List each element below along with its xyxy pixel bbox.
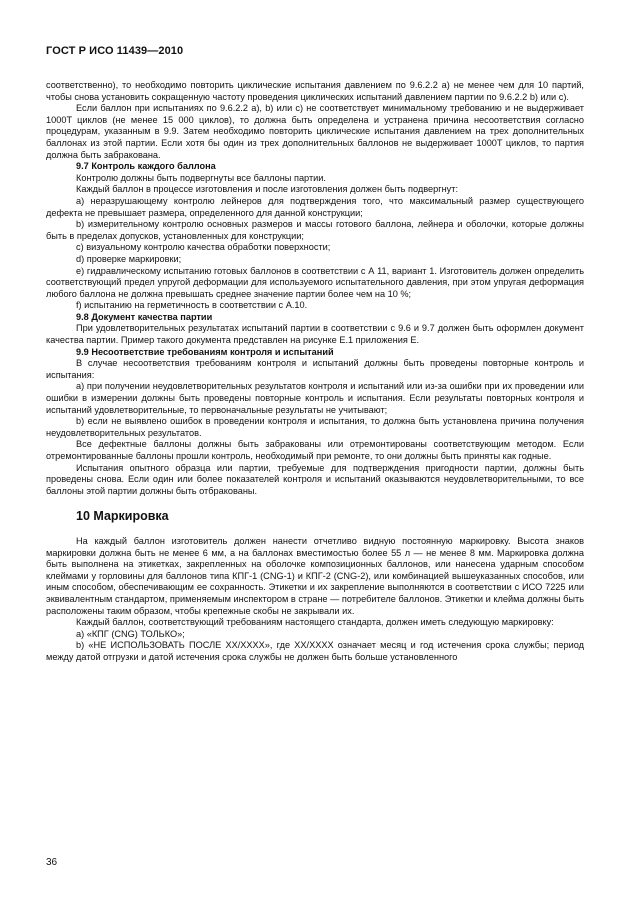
paragraph: Все дефектные баллоны должны быть забракованы или отремонтированы соответствующим методом. Если отремонтированные баллоны прошли контроль, необходимый при ремонте, то они должны быть приняты как годные. [46, 439, 584, 461]
document-header: ГОСТ Р ИСО 11439—2010 [46, 45, 184, 57]
list-item: b) измерительному контролю основных размеров и массы готового баллона, лейнера и оболочки, которые должны быть в пределах допусков, установленных для конструкции; [46, 219, 584, 241]
paragraph: На каждый баллон изготовитель должен нанести отчетливо видную постоянную маркировку. Высота знаков маркировки должна быть не менее 6 мм, а на баллонах вместимостью более 55 л — не менее 8 мм. Маркировка должна быть выполнена на этикетках, закрепленных на оболочке композиционных баллонов, или нанесена ударным способом клеймами у горловины для баллонов типа КПГ-1 (CNG-1) и КПГ-2 (CNG-2), или комбинацией вышеуказанных способов, или иным способом, обеспечивающим ее сохранность. Этикетки и их закрепление выполняются в соответствии с ИСО 7225 или эквивалентным стандартом, применяемым инспектором в стране — потребителе баллонов. Этикетки и клейма должны быть расположены таким образом, чтобы крепежные скобы не закрывали их. [46, 535, 584, 616]
paragraph: Испытания опытного образца или партии, требуемые для подтверждения пригодности партии, должны быть проведены снова. Если один или более показателей контроля и испытаний оказываются неудовлетворительными, то все баллоны этой партии должны быть отбракованы. [46, 462, 584, 496]
paragraph: В случае несоответствия требованиям контроля и испытаний должны быть проведены повторные контроль и испытания: [46, 358, 584, 380]
section-heading-10: 10 Маркировка [76, 509, 169, 524]
paragraph: соответственно), то необходимо повторить циклические испытания давлением по 9.6.2.2 а) не менее чем для 10 партий, чтобы снова установить сокращенную частоту проведения циклических испытаний давлением партии по 9.6.2.2 b) или с). [46, 80, 584, 102]
list-item: b) «НЕ ИСПОЛЬЗОВАТЬ ПОСЛЕ XX/XXXX», где XX/XXXX означает месяц и год истечения срока службы; период между датой отгрузки и датой истечения срока службы не должен быть больше установленного [46, 640, 584, 662]
paragraph: При удовлетворительных результатах испытаний партии в соответствии с 9.6 и 9.7 должен быть оформлен документ качества партии. Пример такого документа представлен на рисунке Е.1 приложения Е. [46, 323, 584, 346]
list-item: е) гидравлическому испытанию готовых баллонов в соответствии с А 11, вариант 1. Изготовитель должен определить соответствующий предел упругой деформации для используемого испытательного давления, при этом упругая деформация любого баллона не должна превышать среднее значение партии более чем на 10 %; [46, 265, 584, 299]
section-heading-9-9: 9.9 Несоответствие требованиям контроля и испытаний [76, 346, 334, 357]
list-item: а) неразрушающему контролю лейнеров для подтверждения того, что максимальный размер существующего дефекта не превышает размера, определенного для данной конструкции; [46, 195, 584, 218]
paragraph: Контролю должны быть подвергнуты все баллоны партии. [76, 172, 326, 183]
list-item: b) если не выявлено ошибок в проведении контроля и испытания, то должна быть установлена причина получения неудовлетворительных результатов. [46, 416, 584, 438]
paragraph: Каждый баллон в процессе изготовления и после изготовления должен быть подвергнут: [76, 184, 459, 195]
list-item: f) испытанию на герметичность в соответствии с А.10. [76, 300, 308, 311]
paragraph: Каждый баллон, соответствующий требованиям настоящего стандарта, должен иметь следующую маркировку: [76, 617, 554, 628]
list-item: с) визуальному контролю качества обработки поверхности; [76, 242, 331, 253]
list-item: а) «КПГ (CNG) ТОЛЬКО»; [76, 628, 185, 639]
document-body [46, 80, 584, 664]
list-item: d) проверке маркировки; [76, 253, 182, 264]
section-heading-9-8: 9.8 Документ качества партии [76, 311, 213, 322]
section-heading-9-7: 9.7 Контроль каждого баллона [76, 161, 216, 172]
list-item: а) при получении неудовлетворительных результатов контроля и испытаний или из-за ошибки при их проведении или ошибки в измерении должны быть проведены повторные контроль и испытания. Если результаты повторных контроля и испытаний удовлетворительные, то первоначальные результаты не учитывают; [46, 381, 584, 415]
page-number: 36 [46, 857, 58, 868]
paragraph: Если баллон при испытаниях по 9.6.2.2 а), b) или с) не соответствует минимальному требованию и не выдерживает 1000T циклов (не менее 15 000 циклов), то должна быть определена и устранена причина несоответствия согласно процедурам, указанным в 9.9. Затем необходимо повторить циклические испытания давлением на трех дополнительных баллонах из этой партии. Если хотя бы один из трех дополнительных баллонов не выдерживает 1000T циклов, то партия должна быть забракована. [46, 103, 584, 160]
